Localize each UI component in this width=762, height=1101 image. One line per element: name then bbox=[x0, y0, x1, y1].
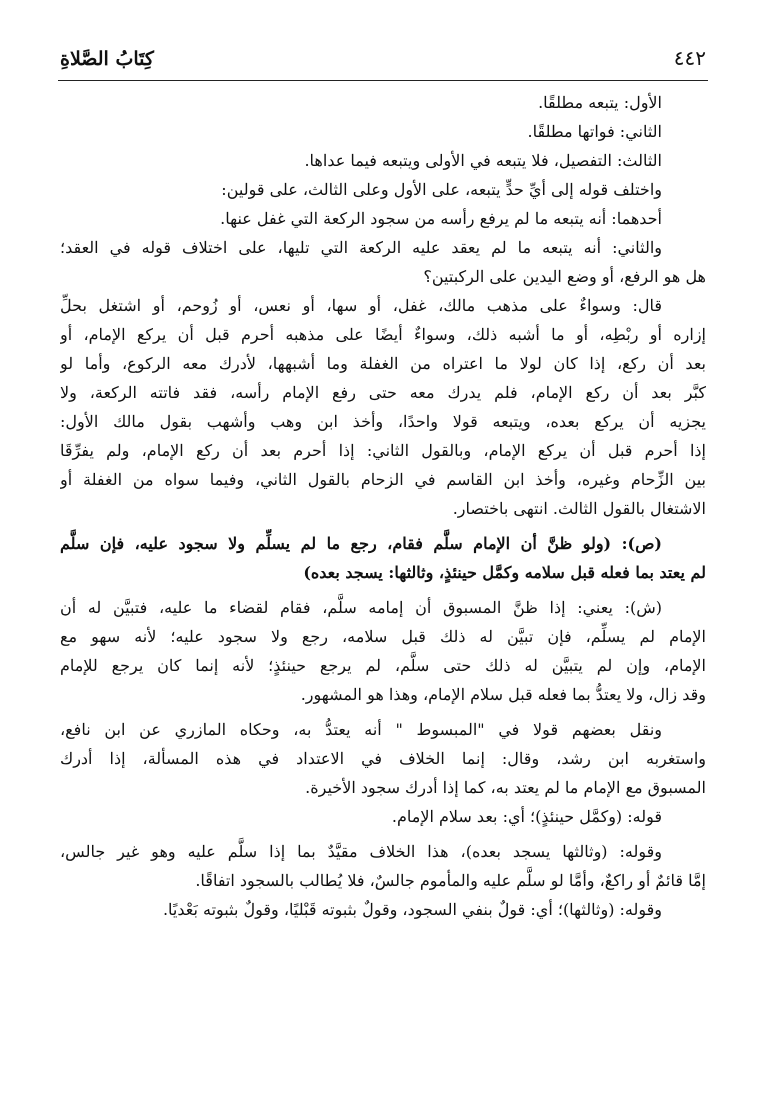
text-line: الاشتغال بالقول الثالث. انتهى باختصار. bbox=[452, 499, 706, 518]
text-line: إزاره أو ربْطِه، أو ما أشبه ذلك، وسواءٌ أيضًا على مذهبه أحرم قبل أن يركع الإمام، أو bbox=[60, 325, 706, 344]
text-line: واستغربه ابن رشد، وقال: إنما الخلاف في الاعتداد في هذه المسألة، إذا أدرك bbox=[60, 749, 706, 768]
text-line: وقد زال، ولا يعتدُّ بما فعله قبل سلام الإمام، وهذا هو المشهور. bbox=[300, 685, 706, 704]
text-line: قوله: (وكمَّل حينئذٍ)؛ أي: بعد سلام الإمام. bbox=[391, 807, 662, 826]
text-line: المسبوق مع الإمام ما لم يعتد به، كما إذا أدرك سجود الأخيرة. bbox=[305, 778, 706, 797]
text-line: أحدهما: أنه يتبعه ما لم يرفع رأسه من سجود الركعة التي غفل عنها. bbox=[220, 209, 662, 228]
text-line: (ص): (ولو ظنَّ أن الإمام سلَّم فقام، رجع ما لم يسلِّم ولا سجود عليه، فإن سلَّم bbox=[60, 534, 662, 553]
text-line: هل هو الرفع، أو وضع اليدين على الركبتين؟ bbox=[423, 267, 706, 286]
text-line: واختلف قوله إلى أيِّ حدٍّ يتبعه، على الأول وعلى الثالث، على قولين: bbox=[221, 180, 662, 199]
text-line: وقوله: (وثالثها)؛ أي: قولٌ بنفي السجود، وقولٌ بثبوته قَبْليًا، وقولٌ بثبوته بَعْديًا. bbox=[162, 900, 662, 919]
text-line: إمَّا قائمٌ أو راكعٌ، وأمَّا لو سلَّم عليه والمأموم جالسٌ، فلا يُطالب بالسجود اتفاقًا. bbox=[195, 871, 706, 890]
text-line: إذا أحرم قبل أن يركع الإمام، وبالقول الثاني: إذا أحرم بعد أن ركع الإمام، ولم يفرِّقَا bbox=[60, 441, 706, 460]
text-line: بعد أن ركع، إذا كان لولا ما اعتراه من الغفلة وما أشبهها، لأدرك معه الركوع، وأما لو bbox=[60, 354, 706, 373]
text-line: (ش): يعني: إذا ظنَّ المسبوق أن إمامه سلَّم، فقام لقضاء ما عليه، فتبيَّن له أن bbox=[60, 598, 662, 617]
page-body bbox=[60, 88, 706, 924]
page-number: ٤٤٢ bbox=[673, 46, 706, 70]
text-line: الثاني: فواتها مطلقًا. bbox=[527, 122, 662, 141]
text-line: يجزيه أن يركع بعده، ويتبعه قولا واحدًا، وأخذ ابن وهب وأشهب بقول مالك الأول: bbox=[60, 412, 706, 431]
text-line: قال: وسواءٌ على مذهب مالك، غفل، أو سها، أو نعس، أو زُوحم، أو اشتغل بحلِّ bbox=[60, 296, 662, 315]
text-line: الإمام، وإن لم يتبيَّن له ذلك حتى سلَّم، لم يرجع حينئذٍ؛ لأنه إنما كان يرجع للإمام bbox=[60, 656, 706, 675]
text-line: كبَّر بعد أن ركع الإمام، فلم يدرك معه حتى رفع الإمام رأسه، فقد فاتته الركعة، ولا bbox=[60, 383, 706, 402]
text-line: والثاني: أنه يتبعه ما لم يعقد عليه الركعة التي تليها، على اختلاف قوله في العقد؛ bbox=[60, 238, 662, 257]
text-line: الأول: يتبعه مطلقًا. bbox=[538, 93, 662, 112]
text-line: الثالث: التفصيل، فلا يتبعه في الأولى ويتبعه فيما عداها. bbox=[304, 151, 662, 170]
text-line: بين الزِّحام وغيره، وأخذ ابن القاسم في الزحام بالقول الثاني، وفيما سواه من الغفلة أو bbox=[60, 470, 706, 489]
text-line: وقوله: (وثالثها يسجد بعده)، هذا الخلاف مقيَّدٌ بما إذا سلَّم عليه وهو غير جالس، bbox=[60, 842, 663, 861]
text-line: الإمام لم يسلِّم، فإن تبيَّن له ذلك قبل سلامه، رجع ولا سجود عليه؛ لأنه سهو مع bbox=[60, 627, 706, 646]
text-line: ونقل بعضهم قولا في "المبسوط " أنه يعتدُّ به، وحكاه المازري عن ابن نافع، bbox=[60, 720, 662, 739]
text-line: لم يعتد بما فعله قبل سلامه وكمَّل حينئذٍ، وثالثها: يسجد بعده) bbox=[303, 563, 706, 582]
book-title: كِتَابُ الصَّلاةِ bbox=[60, 48, 154, 70]
page-header bbox=[58, 40, 708, 81]
